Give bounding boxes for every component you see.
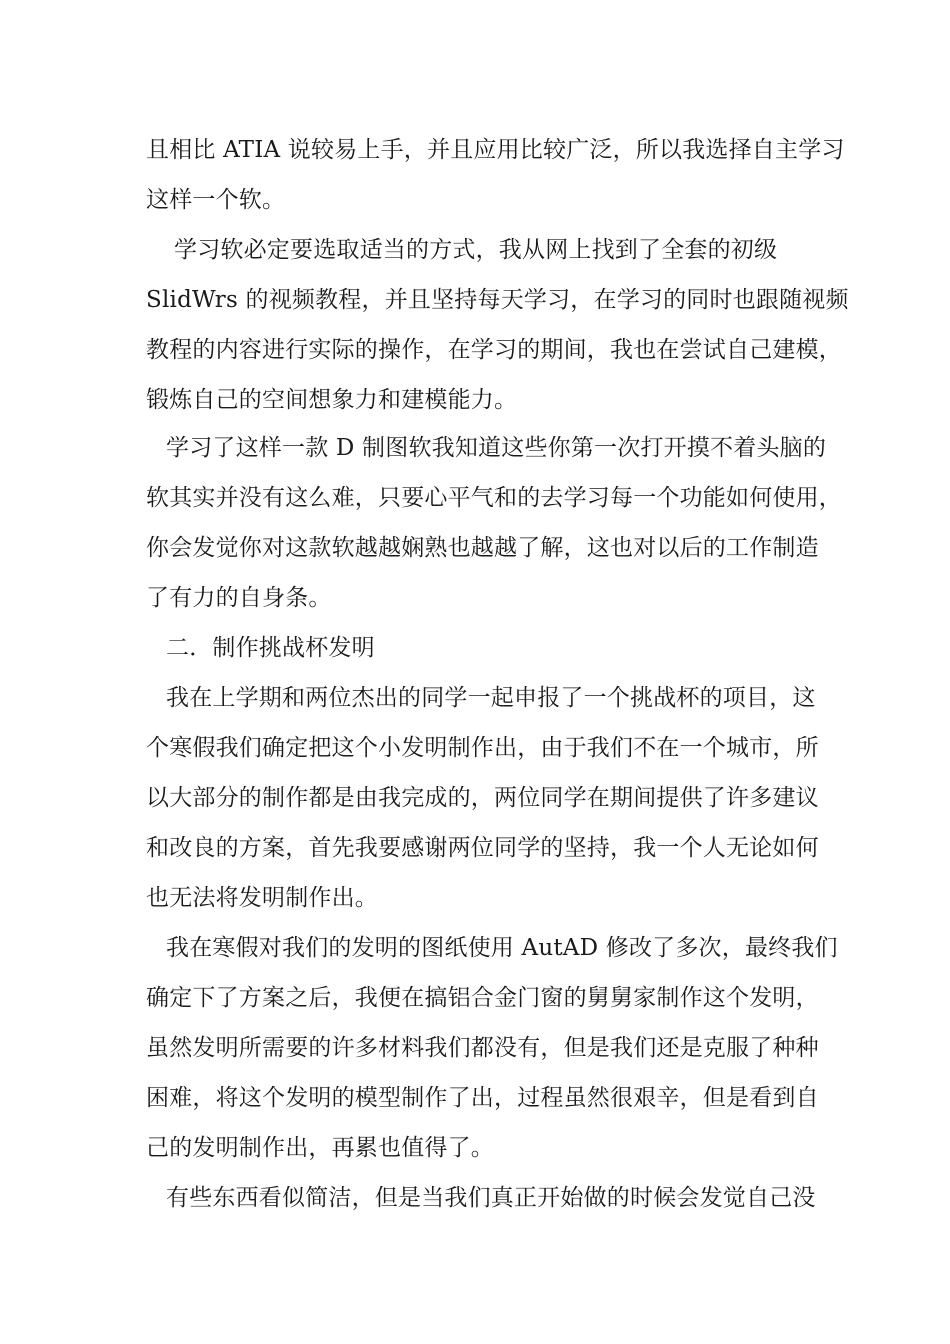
text-line: 学习了这样一款 D 制图软我知道这些你第一次打开摸不着头脑的 (166, 435, 827, 461)
text-line: 我在寒假对我们的发明的图纸使用 AutAD 修改了多次，最终我们 (166, 935, 838, 961)
text-line: 软其实并没有这么难，只要心平气和的去学习每一个功能如何使用， (146, 485, 842, 511)
section-heading: 二．制作挑战杯发明 (166, 635, 375, 661)
text-line: 有些东西看似简洁，但是当我们真正开始做的时候会发觉自己没 (166, 1185, 816, 1211)
text-line: 和改良的方案，首先我要感谢两位同学的坚持，我一个人无论如何 (146, 835, 819, 861)
text-line: 以大部分的制作都是由我完成的，两位同学在期间提供了许多建议 (146, 785, 819, 811)
text-line: 确定下了方案之后，我便在搞铝合金门窗的舅舅家制作这个发明， (146, 985, 819, 1011)
text-line: 我在上学期和两位杰出的同学一起申报了一个挑战杯的项目，这 (166, 685, 816, 711)
text-line: 困难，将这个发明的模型制作了出，过程虽然很艰辛，但是看到自 (146, 1085, 819, 1111)
text-line: 教程的内容进行实际的操作，在学习的期间，我也在尝试自己建模， (146, 337, 842, 363)
text-line: 个寒假我们确定把这个小发明制作出，由于我们不在一个城市，所 (146, 735, 819, 761)
text-line: 己的发明制作出，再累也值得了。 (146, 1135, 494, 1161)
text-line: 这样一个软。 (146, 187, 286, 213)
text-line: 锻炼自己的空间想象力和建模能力。 (146, 387, 518, 413)
text-line: 你会发觉你对这款软越越娴熟也越越了解，这也对以后的工作制造 (146, 535, 819, 561)
text-line: 也无法将发明制作出。 (146, 885, 378, 911)
text-line: 且相比 ATIA 说较易上手，并且应用比较广泛，所以我选择自主学习 (146, 137, 845, 163)
text-line: 学习软必定要选取适当的方式，我从网上找到了全套的初级 (174, 237, 778, 263)
text-line: 虽然发明所需要的许多材料我们都没有，但是我们还是克服了种种 (146, 1035, 819, 1061)
text-line: SlidWrs 的视频教程，并且坚持每天学习，在学习的同时也跟随视频 (146, 287, 849, 313)
text-line: 了有力的自身条。 (146, 585, 332, 611)
